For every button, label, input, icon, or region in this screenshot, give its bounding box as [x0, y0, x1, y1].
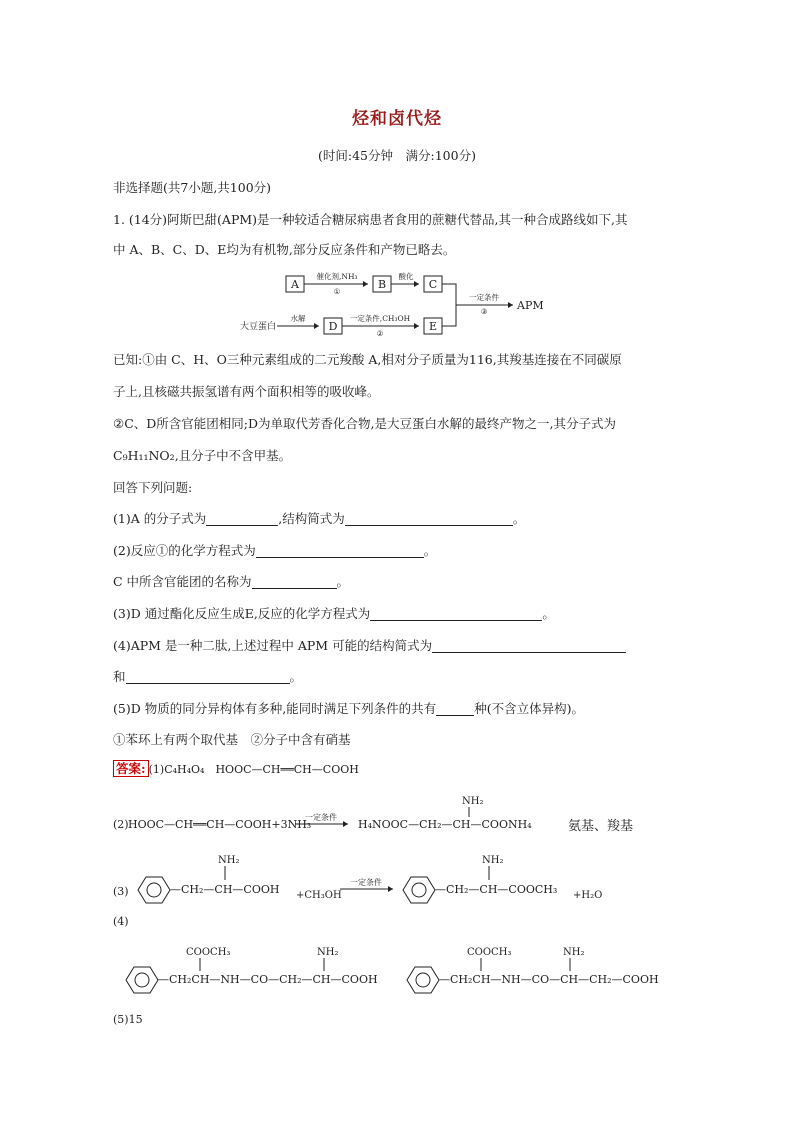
answer-2-arrowhead — [343, 821, 348, 827]
synthesis-scheme — [240, 266, 560, 340]
arrowhead-b-c — [414, 281, 419, 287]
benzene-ring-icon — [407, 967, 439, 993]
arrowhead-d-e — [414, 323, 419, 329]
part1-blank-structure[interactable] — [345, 511, 513, 526]
answer-4-s1-chain: —CH₂CH—NH—CO—CH₂—CH—COOH — [158, 973, 378, 986]
part5-text-a: (5)D 物质的同分异构体有多种,能同时满足下列条件的共有 — [113, 701, 437, 716]
part3-text-a: (3)D 通过酯化反应生成E,反应的化学方程式为 — [113, 606, 371, 621]
answer-3-cond: 一定条件 — [350, 878, 382, 887]
known2-line2: C₉H₁₁NO₂,且分子中不含甲基。 — [113, 448, 292, 463]
arrow-start-d-top: 水解 — [290, 314, 306, 323]
answer-2-equation — [113, 790, 673, 840]
answer-4-label: (4) — [113, 915, 129, 928]
arrow-merge-top: 一定条件 — [469, 293, 499, 302]
part2-blank-equation[interactable] — [256, 543, 424, 558]
arrow-merge-bottom: ③ — [480, 307, 488, 316]
part3-line — [113, 604, 555, 622]
benzene-ring-icon — [126, 967, 158, 993]
answer-2-groups: 氨基、羧基 — [568, 819, 634, 834]
part3-blank-equation[interactable] — [370, 606, 542, 621]
answer-3-left-chain: —CH₂—CH—COOH — [170, 883, 280, 896]
answer-3-equation — [113, 845, 613, 905]
answer-2-left: HOOC—CH══CH—COOH+3NH₃ — [128, 818, 312, 831]
answer-5: (5)15 — [113, 1013, 143, 1026]
label-a: A — [291, 278, 299, 291]
answer-prompt: 回答下列问题: — [113, 480, 193, 495]
known1-line2: 子上,且核磁共振氢谱有两个面积相等的吸收峰。 — [113, 384, 380, 399]
benzene-ring-circle — [147, 883, 161, 897]
part2-text-b: 。 — [423, 543, 437, 558]
part2c-line — [113, 572, 349, 590]
answer-4-s2-nh2: NH₂ — [563, 947, 585, 958]
answer-2-cond: 一定条件 — [305, 813, 337, 822]
answer-4-s1-nh2: NH₂ — [317, 947, 339, 958]
answer-4-s2-chain: —CH₂CH—NH—CO—CH—CH₂—COOH — [439, 973, 659, 986]
exam-meta: (时间:45分钟 满分:100分) — [318, 148, 476, 163]
arrow-b-c-top: 酸化 — [398, 272, 414, 281]
arrow-d-e-top: 一定条件,CH₃OH — [349, 314, 411, 323]
benzene-ring-icon — [403, 877, 435, 903]
benzene-ring-circle — [135, 973, 149, 987]
answer-line1 — [113, 760, 359, 777]
arrow-d-e-bottom: ② — [376, 329, 384, 338]
answer-4-s2-cooch3: COOCH₃ — [467, 947, 512, 958]
arrowhead-start-d — [314, 323, 319, 329]
answer-tag: 答案: — [113, 760, 149, 777]
arrowhead-a-b — [363, 281, 368, 287]
part1-blank-formula[interactable] — [206, 511, 278, 526]
arrow-a-b-bottom: ① — [333, 287, 341, 296]
part4-text-a: (4)APM 是一种二肽,上述过程中 APM 可能的结构简式为 — [113, 638, 433, 653]
answer-3-methanol: +CH₃OH — [296, 890, 342, 901]
part2-line — [113, 541, 436, 559]
part1-text-b: ,结构简式为 — [278, 511, 345, 526]
answer-2-nh2: NH₂ — [462, 796, 484, 807]
answer-3-nh2-left: NH₂ — [218, 855, 240, 866]
label-e: E — [428, 320, 438, 333]
label-d: D — [328, 320, 338, 333]
answer-4-structures — [113, 943, 683, 1003]
part2c-blank-groups[interactable] — [252, 574, 337, 589]
part1-text-c: 。 — [512, 511, 526, 526]
benzene-ring-circle — [412, 883, 426, 897]
q1-intro-line2: 中 A、B、C、D、E均为有机物,部分反应条件和产物已略去。 — [113, 242, 456, 257]
answer-3-label: (3) — [113, 885, 129, 898]
part4-text-c: 。 — [289, 669, 303, 684]
known1-line1: 已知:①由 C、H、O三种元素组成的二元羧酸 A,相对分子质量为116,其羧基连接在不同碳原 — [113, 352, 622, 367]
answer-3-nh2-right: NH₂ — [482, 855, 504, 866]
part1-line — [113, 509, 525, 527]
arrowhead-merge-apm — [508, 302, 513, 308]
part5-line — [113, 699, 584, 717]
benzene-ring-icon — [138, 877, 170, 903]
part4-text-b: 和 — [113, 669, 126, 684]
part3-text-b: 。 — [542, 606, 555, 621]
q1-intro-line1: 1. (14分)阿斯巴甜(APM)是一种较适合糖尿病患者食用的蔗糖代替品,其一种合成路线如下,其 — [113, 212, 628, 227]
answer-1: (1)C₄H₄O₄ HOOC—CH══CH—COOH — [148, 763, 359, 776]
start-soy-protein: 大豆蛋白 — [240, 322, 277, 332]
part2-text-a: (2)反应①的化学方程式为 — [113, 543, 256, 558]
answer-3-right-chain: —CH₂—CH—COOCH₃ — [435, 883, 558, 896]
part5-blank-count[interactable] — [436, 701, 474, 716]
section-heading: 非选择题(共7小题,共100分) — [113, 180, 272, 195]
benzene-ring-circle — [416, 973, 430, 987]
part4-line2 — [113, 667, 302, 685]
part5-text-b: 种(不含立体异构)。 — [474, 701, 584, 716]
part4-line — [113, 636, 626, 654]
part4-blank-structure2[interactable] — [126, 669, 290, 684]
product-apm: APM — [517, 299, 544, 312]
page-title: 烃和卤代烃 — [352, 109, 442, 129]
part2c-text-a: C 中所含官能团的名称为 — [113, 574, 252, 589]
answer-3-water: +H₂O — [573, 890, 603, 901]
label-b: B — [377, 278, 387, 291]
answer-2-right: H₄NOOC—CH₂—CH—COONH₄ — [358, 818, 532, 831]
answer-4-s1-cooch3: COOCH₃ — [186, 947, 231, 958]
arrow-a-b-top: 催化剂,NH₃ — [316, 272, 358, 281]
merge-bracket — [442, 284, 456, 326]
label-c: C — [428, 278, 438, 291]
answer-3-arrowhead — [388, 886, 393, 892]
known2-line1: ②C、D所含官能团相同;D为单取代芳香化合物,是大豆蛋白水解的最终产物之一,其分子式为 — [113, 416, 616, 431]
part5-conditions: ①苯环上有两个取代基 ②分子中含有硝基 — [113, 732, 351, 747]
answer-2-label: (2) — [113, 818, 129, 831]
part1-text-a: (1)A 的分子式为 — [113, 511, 207, 526]
part4-blank-structure1[interactable] — [432, 638, 626, 653]
part2c-text-b: 。 — [336, 574, 350, 589]
